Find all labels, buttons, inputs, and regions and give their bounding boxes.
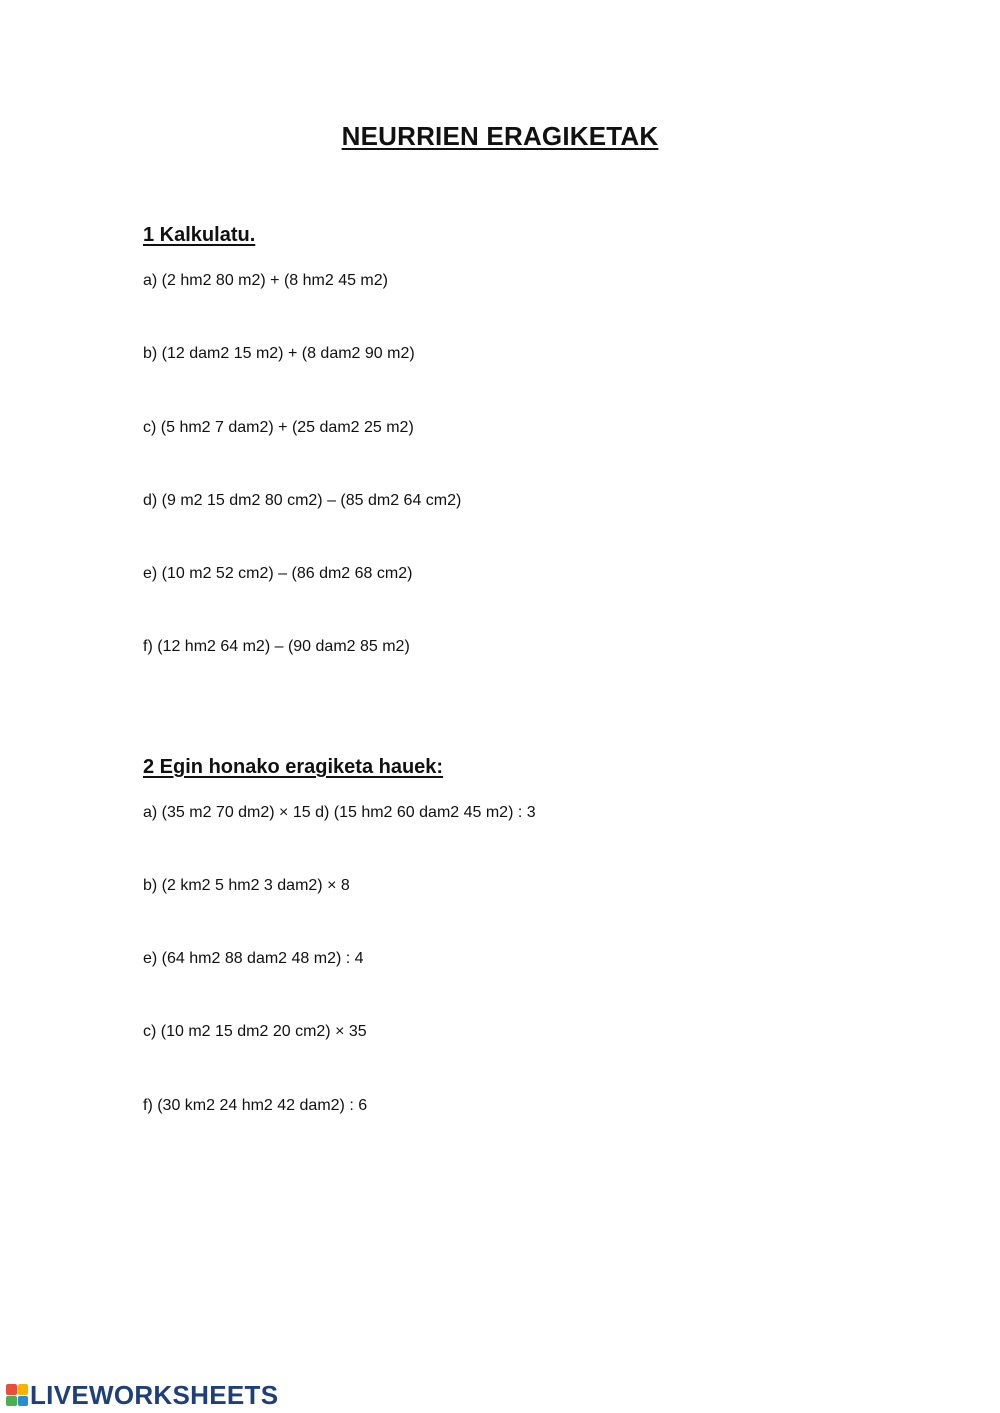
exercise-1e: e) (10 m2 52 cm2) – (86 dm2 68 cm2) [143,565,413,582]
exercise-2b: b) (2 km2 5 hm2 3 dam2) × 8 [143,877,350,894]
section-heading-1: 1 Kalkulatu. [143,224,256,246]
exercise-1d: d) (9 m2 15 dm2 80 cm2) – (85 dm2 64 cm2) [143,492,462,509]
page-title: NEURRIEN ERAGIKETAK [341,121,659,151]
exercise-1a: a) (2 hm2 80 m2) + (8 hm2 45 m2) [143,272,388,289]
exercise-1c: c) (5 hm2 7 dam2) + (25 dam2 25 m2) [143,419,414,436]
exercise-1b: b) (12 dam2 15 m2) + (8 dam2 90 m2) [143,345,415,362]
liveworksheets-logo [6,1379,279,1410]
exercise-2f: f) (30 km2 24 hm2 42 dam2) : 6 [143,1097,368,1114]
logo-text: LIVEWORKSHEETS [30,1379,279,1410]
liveworksheets-cubes-icon [6,1384,28,1406]
section-heading-2: 2 Egin honako eragiketa hauek: [143,756,444,778]
exercise-2e: e) (64 hm2 88 dam2 48 m2) : 4 [143,950,364,967]
exercise-1f: f) (12 hm2 64 m2) – (90 dam2 85 m2) [143,638,410,655]
exercise-2c: c) (10 m2 15 dm2 20 cm2) × 35 [143,1023,367,1040]
exercise-2a: a) (35 m2 70 dm2) × 15 d) (15 hm2 60 dam2 45 m2) : 3 [143,804,536,821]
